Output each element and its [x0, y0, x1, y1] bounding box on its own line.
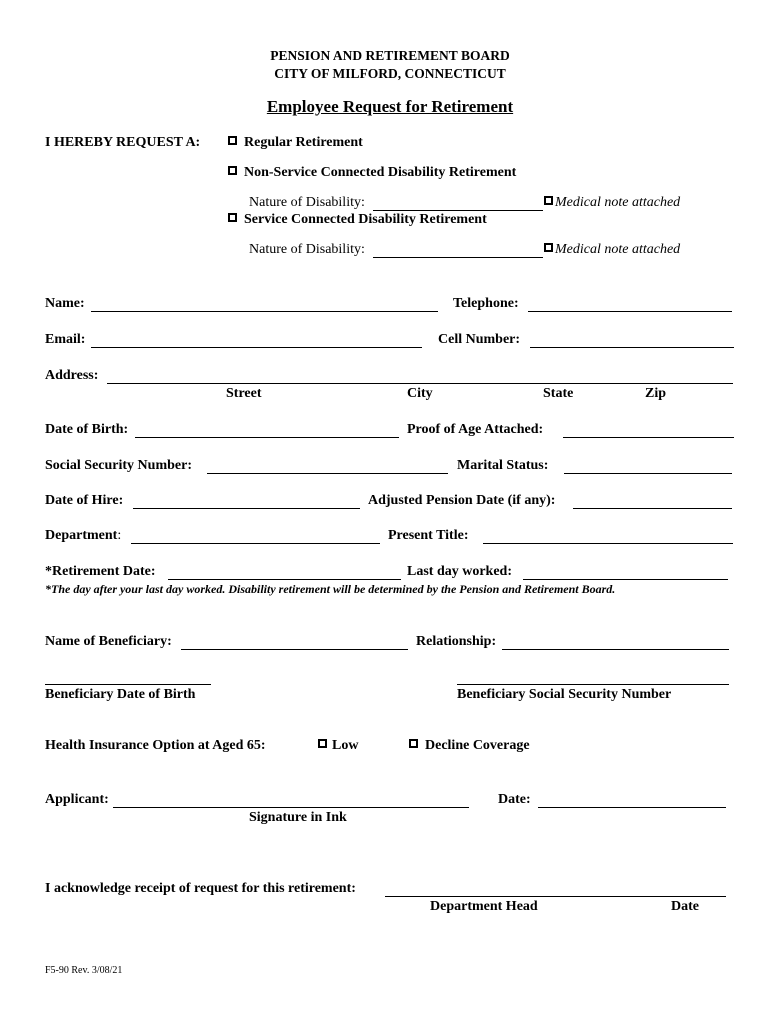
city-caption: City — [407, 386, 433, 401]
email-label: Email: — [45, 332, 86, 347]
applicant-label: Applicant: — [45, 792, 109, 807]
beneficiary-dob-caption: Beneficiary Date of Birth — [45, 687, 196, 702]
medical-note-label-1: Medical note attached — [555, 195, 681, 210]
adjusted-pension-date-field[interactable] — [573, 508, 732, 509]
signature-caption: Signature in Ink — [249, 810, 347, 825]
form-code: F5-90 Rev. 3/08/21 — [45, 965, 123, 976]
health-low-option[interactable] — [318, 738, 358, 754]
health-low-label: Low — [332, 738, 359, 753]
last-day-worked-field[interactable] — [523, 579, 728, 580]
telephone-label: Telephone: — [453, 296, 519, 311]
beneficiary-name-field[interactable] — [181, 649, 408, 650]
cell-number-label: Cell Number: — [438, 332, 521, 347]
regular-retirement-option[interactable] — [228, 135, 363, 151]
department-head-signature-field[interactable] — [385, 896, 726, 897]
retirement-date-label: *Retirement Date: — [45, 564, 156, 579]
checkbox-icon[interactable] — [228, 136, 237, 145]
present-title-field[interactable] — [483, 543, 733, 544]
acknowledge-label: I acknowledge receipt of request for this retirement: — [45, 881, 356, 896]
department-label-row — [45, 528, 121, 544]
checkbox-icon[interactable] — [409, 739, 418, 748]
present-title-label: Present Title: — [388, 528, 469, 543]
ssn-field[interactable] — [207, 473, 448, 474]
service-disability-label: Service Connected Disability Retirement — [244, 212, 487, 227]
medical-note-option-1[interactable] — [544, 195, 680, 211]
nature-label-2: Nature of Disability: — [249, 242, 365, 257]
org-line-2: CITY OF MILFORD, CONNECTICUT — [274, 66, 506, 81]
form-title: Employee Request for Retirement — [266, 97, 514, 116]
non-service-disability-label: Non-Service Connected Disability Retirement — [244, 165, 517, 180]
cell-number-field[interactable] — [530, 347, 734, 348]
last-day-worked-label: Last day worked: — [407, 564, 513, 579]
applicant-date-field[interactable] — [538, 807, 726, 808]
nature-label-1: Nature of Disability: — [249, 195, 365, 210]
date-label: Date: — [498, 792, 531, 807]
relationship-label: Relationship: — [416, 634, 497, 649]
nature-of-disability-field-1[interactable] — [373, 210, 543, 211]
date-of-hire-field[interactable] — [133, 508, 360, 509]
marital-status-label: Marital Status: — [457, 458, 549, 473]
beneficiary-ssn-caption: Beneficiary Social Security Number — [457, 687, 672, 702]
beneficiary-name-label: Name of Beneficiary: — [45, 634, 172, 649]
health-insurance-label: Health Insurance Option at Aged 65: — [45, 738, 266, 753]
service-disability-option[interactable] — [228, 212, 487, 228]
state-caption: State — [543, 386, 574, 401]
medical-note-option-2[interactable] — [544, 242, 680, 258]
beneficiary-dob-field[interactable] — [45, 684, 211, 685]
non-service-disability-option[interactable] — [228, 165, 516, 181]
email-field[interactable] — [91, 347, 422, 348]
date-of-birth-field[interactable] — [135, 437, 399, 438]
medical-note-label-2: Medical note attached — [555, 242, 681, 257]
date-of-hire-label: Date of Hire: — [45, 493, 124, 508]
proof-of-age-label: Proof of Age Attached: — [407, 422, 544, 437]
request-label: I HEREBY REQUEST A: — [45, 135, 201, 150]
name-field[interactable] — [91, 311, 438, 312]
telephone-field[interactable] — [528, 311, 732, 312]
date-caption: Date — [671, 899, 699, 914]
address-field[interactable] — [107, 383, 733, 384]
checkbox-icon[interactable] — [228, 213, 237, 222]
retirement-date-field[interactable] — [168, 579, 401, 580]
zip-caption: Zip — [645, 386, 667, 401]
beneficiary-ssn-field[interactable] — [457, 684, 729, 685]
checkbox-icon[interactable] — [544, 243, 553, 252]
street-caption: Street — [226, 386, 262, 401]
department-head-caption: Department Head — [430, 899, 538, 914]
checkbox-icon[interactable] — [318, 739, 327, 748]
health-decline-label: Decline Coverage — [425, 738, 530, 753]
org-line-1: PENSION AND RETIREMENT BOARD — [270, 48, 510, 63]
checkbox-icon[interactable] — [544, 196, 553, 205]
checkbox-icon[interactable] — [228, 166, 237, 175]
nature-of-disability-field-2[interactable] — [373, 257, 543, 258]
applicant-signature-field[interactable] — [113, 807, 469, 808]
marital-status-field[interactable] — [564, 473, 732, 474]
retirement-footnote: *The day after your last day worked. Disability retirement will be determined by the Pension and Retirement Board. — [45, 582, 616, 596]
adjusted-pension-date-label: Adjusted Pension Date (if any): — [368, 493, 556, 508]
relationship-field[interactable] — [502, 649, 729, 650]
date-of-birth-label: Date of Birth: — [45, 422, 129, 437]
department-field[interactable] — [131, 543, 380, 544]
address-label: Address: — [45, 368, 99, 383]
health-decline-option[interactable] — [409, 738, 530, 754]
name-label: Name: — [45, 296, 85, 311]
ssn-label: Social Security Number: — [45, 458, 192, 473]
department-colon: : — [117, 528, 122, 543]
proof-of-age-field[interactable] — [563, 437, 734, 438]
department-label: Department — [45, 528, 118, 543]
regular-retirement-label: Regular Retirement — [244, 135, 363, 150]
